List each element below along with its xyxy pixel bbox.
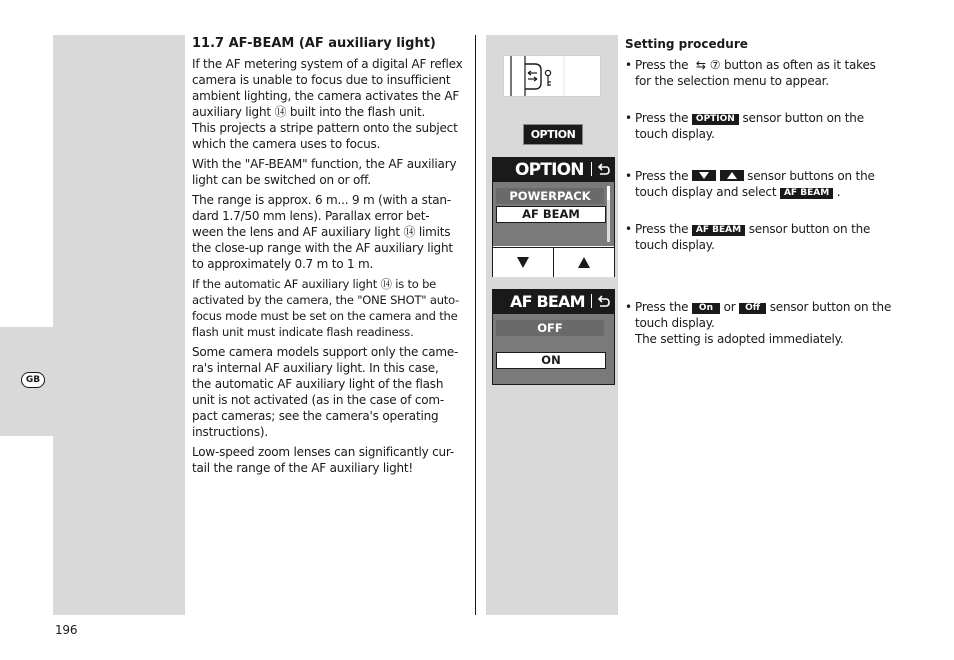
mode-button-icon: ⇆ — [695, 58, 706, 72]
bullet: • — [625, 111, 632, 125]
af-beam-chip: AF BEAM — [780, 188, 833, 199]
bullet: • — [625, 169, 632, 183]
section-heading: 11.7 AF-BEAM (AF auxiliary light) — [192, 36, 436, 51]
flash-control-illustration — [503, 55, 601, 97]
menu-item-powerpack[interactable]: POWERPACK — [496, 188, 604, 204]
paragraph-2: With the "AF-BEAM" function, the AF auxiliary light can be switched on or off. — [192, 157, 457, 187]
procedure-heading: Setting procedure — [625, 37, 748, 51]
up-arrow-chip-icon — [720, 170, 744, 181]
bullet: • — [625, 222, 632, 236]
af-beam-chip: AF BEAM — [692, 225, 745, 236]
page-number: 196 — [55, 623, 78, 637]
down-arrow-icon — [493, 248, 553, 277]
back-icon[interactable] — [595, 293, 611, 311]
language-badge: GB — [21, 372, 45, 388]
afbeam-title-bar — [493, 290, 614, 314]
paragraph-4: If the automatic AF auxiliary light ⑭ is to be activated by the camera, the "ONE SHOT" auto- focus mode must be set on the camera and the flash unit must indicate flash readiness. — [192, 277, 460, 339]
option-title: OPTION — [515, 160, 584, 180]
option-chip: OPTION — [692, 114, 739, 125]
menu-item-on[interactable]: ON — [496, 352, 606, 369]
option-title-bar — [493, 158, 614, 182]
back-icon[interactable] — [595, 161, 611, 179]
paragraph-5: Some camera models support only the came- ra's internal AF auxiliary light. In this case, the automatic AF auxiliary light of the flash unit is not activated (as in the case of com- pact cameras; see the camera's operating instructions). — [192, 345, 459, 439]
step-4: • Press the AF BEAM sensor button on the touch display. — [625, 222, 871, 252]
up-button[interactable] — [554, 248, 614, 277]
left-text-column — [192, 36, 472, 480]
step-5: • Press the On or Off sensor button on the touch display. The setting is adopted immediately. — [625, 300, 892, 346]
paragraph-6: Low-speed zoom lenses can significantly cur- tail the range of the AF auxiliary light! — [192, 445, 455, 475]
title-divider — [591, 162, 592, 176]
menu-item-af-beam[interactable]: AF BEAM — [496, 206, 606, 223]
afbeam-title: AF BEAM — [510, 292, 585, 311]
paragraph-1: If the AF metering system of a digital AF reflex camera is unable to focus due to insufficient ambient lighting, the camera activates the AF auxiliary light ⑭ built into the flash unit. This projects a stripe pattern onto the subject which the camera uses to focus. — [192, 57, 463, 151]
on-chip: On — [692, 303, 720, 314]
up-arrow-icon — [554, 248, 614, 277]
step-1: • Press the ⇆ ⑦ button as often as it takes for the selection menu to appear. — [625, 58, 876, 88]
option-button[interactable]: OPTION — [523, 124, 583, 145]
callout-number: ⑦ — [709, 58, 721, 72]
step-3: • Press the sensor buttons on the touch display and select AF BEAM . — [625, 169, 875, 199]
bullet: • — [625, 300, 632, 314]
scrollbar-thumb[interactable] — [607, 186, 610, 200]
down-arrow-chip-icon — [692, 170, 716, 181]
afbeam-screen — [492, 289, 615, 385]
title-divider — [591, 294, 592, 308]
off-chip: Off — [739, 303, 766, 314]
menu-item-off[interactable]: OFF — [496, 320, 604, 336]
bottom-controls — [493, 247, 614, 277]
flash-button-icon — [504, 56, 600, 96]
bullet: • — [625, 58, 632, 72]
paragraph-3: The range is approx. 6 m... 9 m (with a stan- dard 1.7/50 mm lens). Parallax error bet- ween the lens and AF auxiliary light ⑭ limits the close-up range with the AF auxiliary light to approximately 0.7 m to 1 m. — [192, 193, 453, 271]
step-2: • Press the OPTION sensor button on the touch display. — [625, 111, 864, 141]
down-button[interactable] — [493, 248, 554, 277]
column-divider — [475, 35, 476, 615]
left-gray-column — [53, 35, 185, 615]
option-screen — [492, 157, 615, 277]
